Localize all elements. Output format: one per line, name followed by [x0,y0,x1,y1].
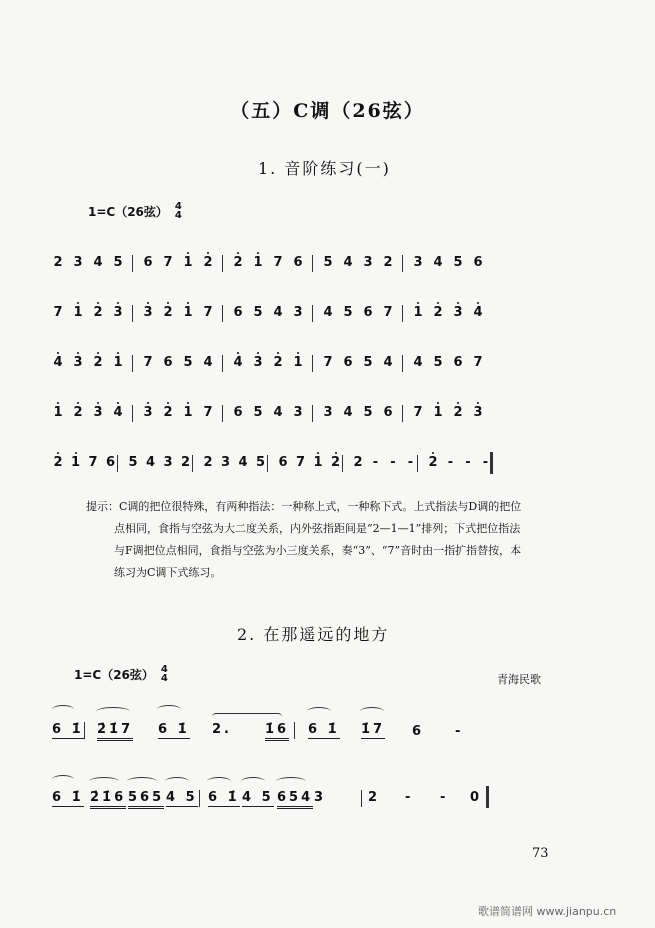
time-top: 4 [174,201,182,212]
note: 4 [238,455,248,470]
note: 6 [233,305,243,320]
note: 5 [433,355,443,370]
key-label: 1=C（26弦） [88,204,168,219]
note: 6 [473,255,483,270]
tip-line: 点相同，食指与空弦为大二度关系，内外弦指距间是“2—1—1”排列；下式把位指法 [114,522,521,535]
dash: - [372,455,379,470]
song-origin: 青海民歌 [497,673,541,686]
note: 4 [383,355,393,370]
note: 2 [163,305,173,320]
note: 6 [293,255,303,270]
note-group: 654 [277,790,313,809]
note: 2 [428,455,438,470]
note: 3 [363,255,373,270]
note: 1 [183,305,193,320]
note: 5 [128,455,138,470]
note: 7 [413,405,423,420]
note: 5 [363,355,373,370]
note-group: 6 1̇ [308,722,340,737]
note: 1 [70,455,81,470]
note: 3 [93,405,103,420]
note: 4 [145,455,156,470]
note: 7 [295,455,306,470]
note: 1 [293,355,303,370]
note: 2 [93,355,103,370]
note: 1 [53,405,63,420]
note: 5 [253,305,263,320]
watermark: 歌谱简谱网 www.jianpu.cn [478,905,617,918]
dash: - [455,724,464,739]
note: 2 [93,305,103,320]
note: 2 [330,455,341,470]
note: 3 [73,355,83,370]
note: 2 [233,255,243,270]
note: 7 [88,455,98,470]
note: 2 [73,405,83,420]
bar-line [312,255,313,272]
note: 6 [233,405,243,420]
bar-line [192,455,193,472]
dash: - [447,455,454,470]
note: 1 [313,455,323,470]
note: 5 [113,255,123,270]
tip-line: 与F调把位点相同，食指与空弦为小三度关系，奏“3”、“7”音时由一指扩指替按，本 [114,544,522,557]
note: 6 [278,455,288,470]
note: 3 [143,305,153,320]
bar-line [402,355,403,372]
note: 6 [163,355,173,370]
note: 2 [203,255,213,270]
note: 6 [363,305,373,320]
page-number: 73 [532,846,549,861]
note: 2 [368,790,381,805]
note: 5 [323,255,333,270]
note: 4 [343,255,353,270]
bar-line [342,455,343,472]
time-signature [161,665,168,683]
note: 3 [453,305,463,320]
bar-line [417,455,418,472]
note: 5 [253,405,263,420]
note: 3 [143,405,153,420]
note: 2 [383,255,393,270]
note: 7 [143,355,153,370]
note: 1 [253,255,263,270]
note: 3 [73,255,83,270]
note: 7 [323,355,333,370]
note: 2 [273,355,283,370]
note: 1 [113,355,123,370]
note: 3 [314,790,327,805]
bar-line [402,255,403,272]
note: 5 [453,255,463,270]
dash: - [482,455,489,470]
note: 3 [163,455,173,470]
note-group: 565 [128,790,164,809]
note: 3 [253,355,263,370]
note: 4 [473,305,483,320]
note: 7 [473,355,483,370]
song-key-signature [74,665,168,683]
note: 4 [203,355,213,370]
dash: - [405,790,414,805]
note-group: 6 1̇ [158,722,190,737]
time-top: 4 [160,664,168,675]
note-group: 6 1̇ [52,790,84,805]
note: 4 [93,255,103,270]
note: 1 [73,305,83,320]
bar-line [222,405,223,422]
note: 2 [53,455,63,470]
note: 6 [453,355,463,370]
key-label: 1=C（26弦） [74,667,154,682]
note: 5 [363,405,373,420]
dash: - [465,455,471,470]
note: 3 [413,255,423,270]
dash: - [390,455,396,470]
note-group: 4 5 [242,790,274,805]
note-group: 6 1̇ [208,790,240,805]
note: 1 [183,405,193,420]
note: 6 [383,405,393,420]
final-bar-line [490,452,493,474]
note: 4 [233,355,243,370]
note: 2 [453,405,463,420]
exercise-heading: 1. 音阶练习(一) [258,159,391,178]
note: 2 [163,405,173,420]
note: 4 [113,405,123,420]
note: 6 [143,255,153,270]
note-group: 6 1̇ [52,722,84,737]
bar-line [312,405,313,422]
note: 7 [383,305,393,320]
tip-line: 提示：C调的把位很特殊，有两种指法：一种称上式，一种称下式。上式指法与D调的把位 [86,500,522,513]
note: 4 [413,355,423,370]
note-group: 4 5 [166,790,198,805]
note: 1 [183,255,193,270]
bar-line [312,305,313,322]
bar-line [222,305,223,322]
note: 2 [433,305,443,320]
note: 3 [473,405,483,420]
note-group: 2. [212,722,232,737]
rest: 0 [470,790,483,805]
note: 4 [53,355,63,370]
note: 3 [113,305,123,320]
note: 1 [433,405,443,420]
bar-line [132,305,133,322]
note: 2 [353,455,363,470]
note-group: 2̇1̇6 [90,790,126,809]
note: 7 [203,405,213,420]
bar-line [222,355,223,372]
bar-line [132,355,133,372]
note: 1 [413,305,423,320]
note-group: 1̇6 [265,722,289,741]
dash: - [440,790,449,805]
note: 4 [343,405,353,420]
note: 2 [203,455,213,470]
song-heading: 2. 在那遥远的地方 [237,625,390,644]
note-group: 2̇1̇7 [97,722,133,741]
note: 4 [323,305,333,320]
note: 7 [53,305,63,320]
note: 7 [273,255,283,270]
bar-line [117,455,118,472]
bar-line [312,355,313,372]
note: 3 [293,305,303,320]
bar-line [402,405,403,422]
bar-line [402,305,403,322]
note: 3 [220,455,231,470]
note: 7 [203,305,213,320]
bar-line [132,405,133,422]
note: 6 [412,724,425,739]
note: 7 [163,255,173,270]
note: 5 [343,305,353,320]
note: 4 [273,405,283,420]
bar-line [132,255,133,272]
bar-line [267,455,268,472]
dash: - [407,455,414,470]
time-bottom: 4 [160,673,168,684]
tip-line: 练习为C调下式练习。 [114,566,222,579]
note: 2 [180,455,191,470]
note: 4 [273,305,283,320]
note: 3 [293,405,303,420]
note: 3 [323,405,333,420]
note: 6 [343,355,353,370]
page-title: （五）C调（26弦） [230,100,425,122]
tip-paragraph [86,496,576,584]
note: 2 [53,255,63,270]
note: 4 [433,255,443,270]
exercise-key-signature [88,202,182,220]
note-group: 1̇7 [361,722,386,737]
bar-line [222,255,223,272]
note: 5 [255,455,266,470]
time-signature [175,202,182,220]
note: 5 [183,355,193,370]
time-bottom: 4 [174,210,182,221]
note: 6 [105,455,116,470]
